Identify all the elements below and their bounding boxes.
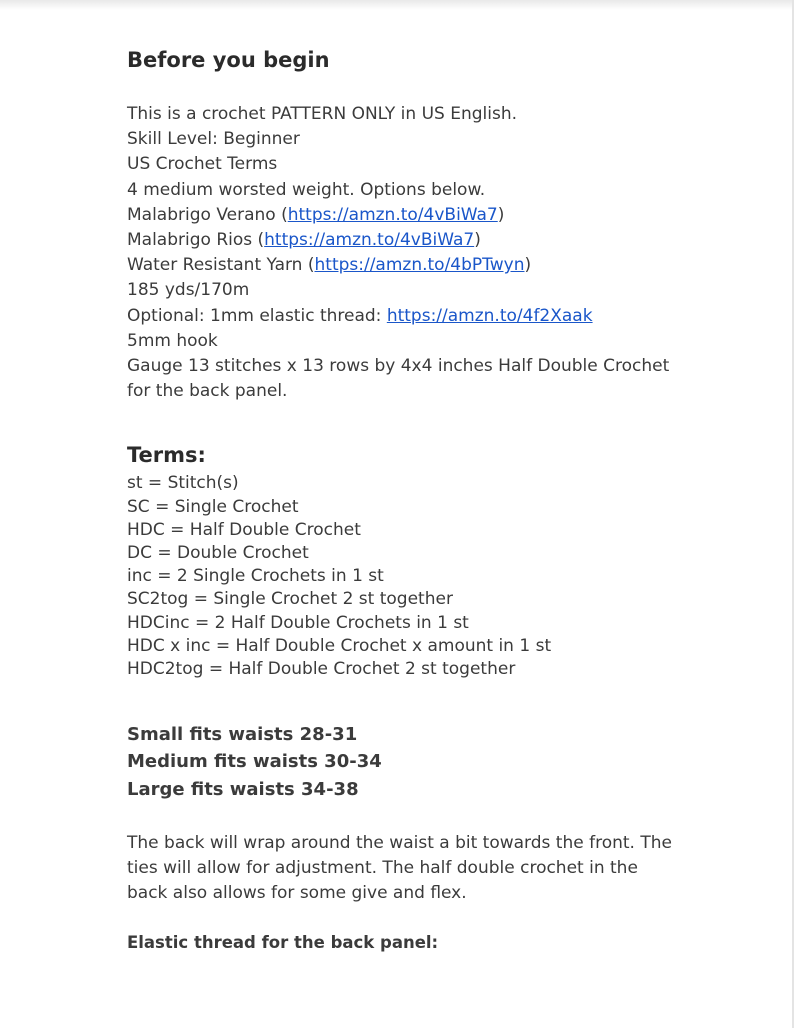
yarn-option-suffix: )	[474, 230, 481, 251]
term-item: SC = Single Crochet	[127, 496, 299, 517]
yarn-link-verano[interactable]: https://amzn.to/4vBiWa7	[287, 204, 498, 225]
yarn-link-water-resistant[interactable]: https://amzn.to/4bPTwyn	[314, 255, 525, 276]
yarn-option-rios	[127, 228, 672, 253]
yarn-option-verano	[127, 203, 672, 228]
page-heading: Before you begin	[127, 48, 330, 72]
elastic-thread-heading: Elastic thread for the back panel:	[127, 933, 439, 953]
skill-level: Skill Level: Beginner	[127, 129, 300, 150]
term-item: SC2tog = Single Crochet 2 st together	[127, 589, 453, 610]
yarn-link-rios[interactable]: https://amzn.to/4vBiWa7	[264, 230, 475, 251]
fit-note: The back will wrap around the waist a bit towards the front. The ties will allow for adjustment. The half double crochet in the back also allows for some give and flex.	[127, 832, 672, 904]
yarn-option-label: Malabrigo Rios (	[127, 230, 265, 251]
terms-note: US Crochet Terms	[127, 154, 278, 175]
terms-list	[127, 472, 672, 681]
size-small: Small fits waists 28-31	[127, 724, 358, 746]
optional-elastic	[127, 304, 672, 329]
top-shadow	[0, 0, 794, 10]
term-item: inc = 2 Single Crochets in 1 st	[127, 566, 384, 587]
term-item: HDCinc = 2 Half Double Crochets in 1 st	[127, 612, 469, 633]
term-item: HDC x inc = Half Double Crochet x amount in 1 st	[127, 635, 552, 656]
term-item: HDC2tog = Half Double Crochet 2 st together	[127, 659, 516, 680]
size-medium: Medium fits waists 30-34	[127, 751, 382, 773]
yarn-amount: 185 yds/170m	[127, 280, 250, 301]
yarn-option-label: Water Resistant Yarn (	[127, 255, 315, 276]
term-item: st = Stitch(s)	[127, 473, 239, 494]
size-list	[127, 721, 672, 803]
yarn-option-suffix: )	[497, 204, 505, 225]
intro-section	[127, 102, 672, 404]
elastic-thread-link[interactable]: https://amzn.to/4f2Xaak	[386, 305, 593, 326]
gauge: Gauge 13 stitches x 13 rows by 4x4 inches Half Double Crochet for the back panel.	[127, 356, 670, 402]
size-large: Large fits waists 34-38	[127, 778, 359, 800]
intro-line: This is a crochet PATTERN ONLY in US English.	[127, 104, 518, 124]
yarn-option-water-resistant	[127, 253, 672, 278]
yarn-option-label: Malabrigo Verano (	[127, 204, 288, 225]
optional-label: Optional: 1mm elastic thread:	[127, 305, 387, 326]
term-item: DC = Double Crochet	[127, 543, 309, 564]
pattern-content	[127, 44, 672, 955]
yarn-option-suffix: )	[524, 255, 532, 276]
terms-heading: Terms:	[127, 443, 206, 468]
hook-size: 5mm hook	[127, 330, 218, 351]
yarn-weight: 4 medium worsted weight. Options below.	[127, 179, 486, 200]
term-item: HDC = Half Double Crochet	[127, 519, 361, 540]
